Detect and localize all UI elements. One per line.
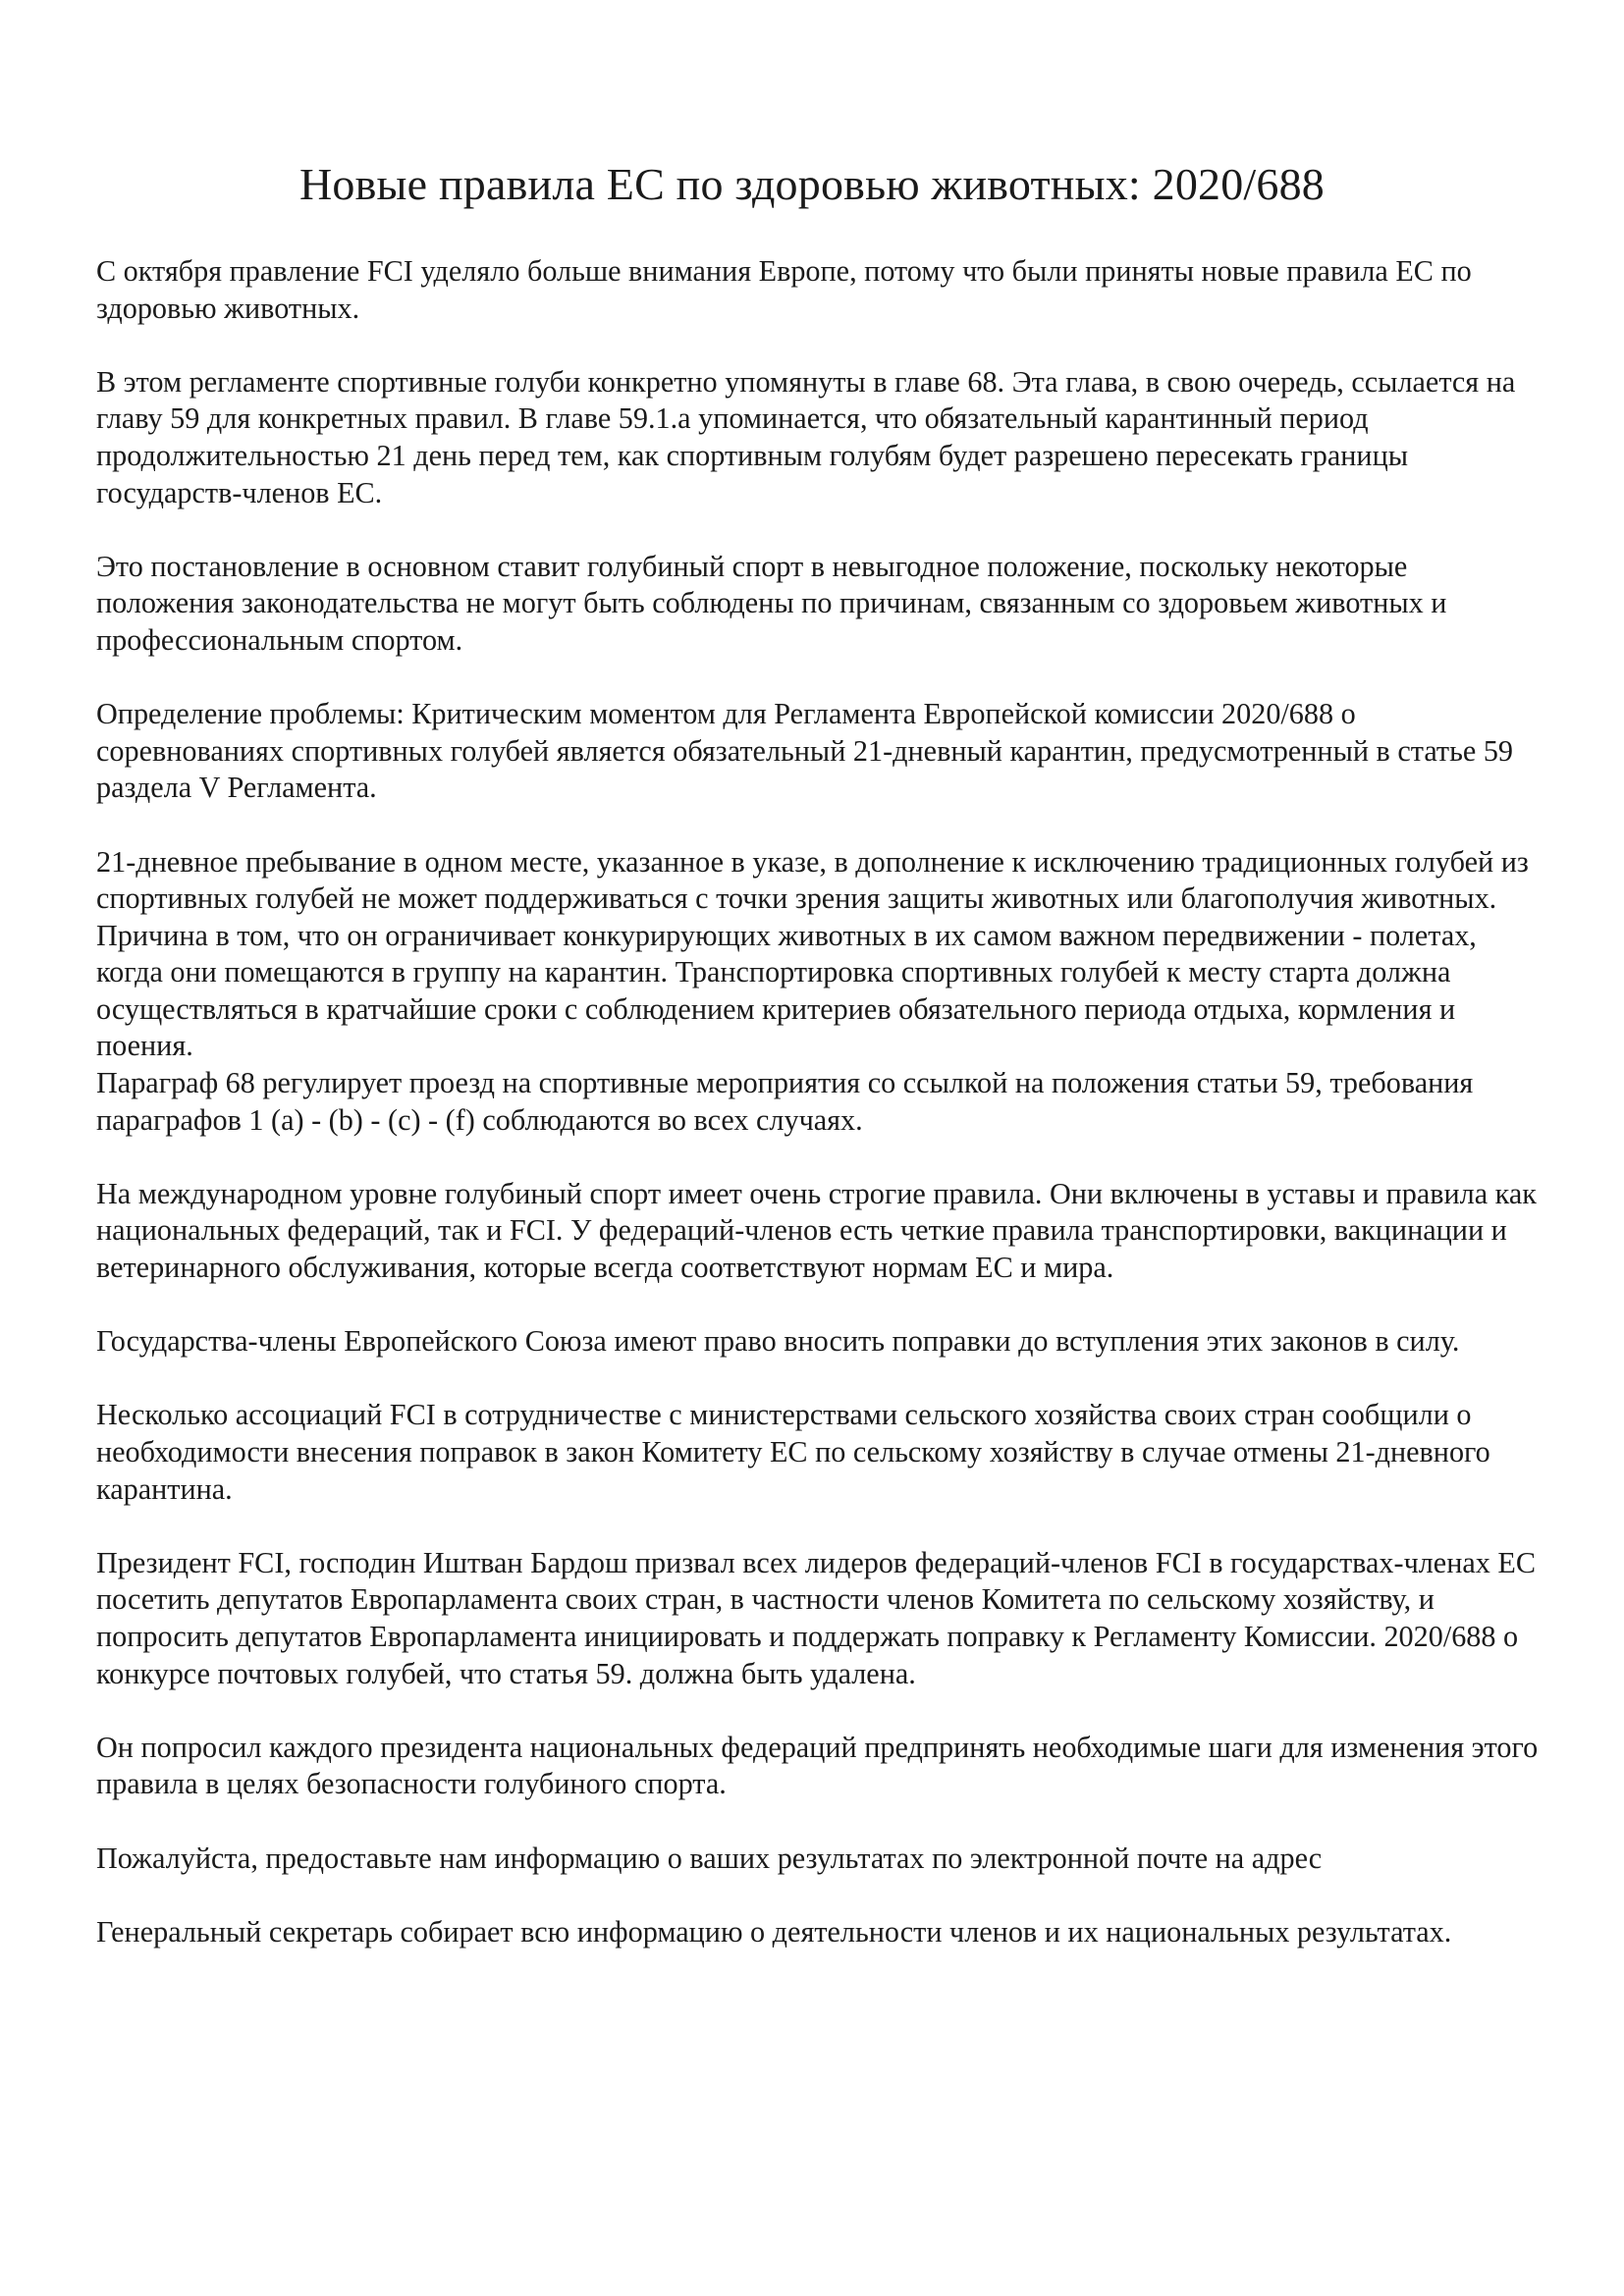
paragraph-13: Генеральный секретарь собирает всю информацию о деятельности членов и их национальных результатах. — [96, 1914, 1452, 1949]
paragraph-3: Это постановление в основном ставит голубиный спорт в невыгодное положение, поскольку некоторые положения законодательства не могут быть соблюдены по причинам, связанным со здоровьем животных и профессиональным спортом. — [96, 549, 1447, 657]
paragraph-8: Государства-члены Европейского Союза имеют право вносить поправки до вступления этих законов в силу. — [96, 1324, 1460, 1359]
document-body — [96, 253, 1549, 1988]
paragraph-12: Пожалуйста, предоставьте нам информацию о ваших результатах по электронной почте на адрес — [96, 1841, 1323, 1875]
paragraph-4: Определение проблемы: Критическим моментом для Регламента Европейской комиссии 2020/688 о соревнованиях спортивных голубей является обязательный 21-дневный карантин, предусмотренный в статье 59 раздела V Регламента. — [96, 697, 1514, 805]
paragraph-5: 21-дневное пребывание в одном месте, указанное в указе, в дополнение к исключению традиционных голубей из спортивных голубей не может поддерживаться с точки зрения защиты животных или благополучия животных. Причина в том, что он ограничивает конкурирующих животных в их самом важном передвижении - полетах, когда они помещаются в группу на карантин. Транспортировка спортивных голубей к месту старта должна осуществляться в кратчайшие сроки с соблюдением критериев обязательного периода отдыха, кормления и поения. — [96, 844, 1529, 1063]
page-title: Новые правила ЕС по здоровью животных: 2020/688 — [299, 159, 1325, 209]
paragraph-11: Он попросил каждого президента национальных федераций предпринять необходимые шаги для изменения этого правила в целях безопасности голубиного спорта. — [96, 1730, 1539, 1801]
paragraph-9: Несколько ассоциаций FCI в сотрудничестве с министерствами сельского хозяйства своих стран сообщили о необходимости внесения поправок в закон Комитету ЕС по сельскому хозяйству в случае отмены 21-дневного карантина. — [96, 1398, 1490, 1506]
paragraph-1: С октября правление FCI уделяло больше внимания Европе, потому что были приняты новые правила ЕС по здоровью животных. — [96, 254, 1472, 325]
paragraph-2: В этом регламенте спортивные голуби конкретно упомянуты в главе 68. Эта глава, в свою очередь, ссылается на главу 59 для конкретных правил. В главе 59.1.a упоминается, что обязательный карантинный период продолжительностью 21 день перед тем, как спортивным голубям будет разрешено пересекать границы государств-членов ЕС. — [96, 364, 1516, 509]
paragraph-7: На международном уровне голубиный спорт имеет очень строгие правила. Они включены в уставы и правила как национальных федераций, так и FCI. У федераций-членов есть четкие правила транспортировки, вакцинации и ветеринарного обслуживания, которые всегда соответствуют нормам ЕС и мира. — [96, 1176, 1537, 1285]
paragraph-6: Параграф 68 регулирует проезд на спортивные мероприятия со ссылкой на положения статьи 59, требования параграфов 1 (a) - (b) - (c) - (f) соблюдаются во всех случаях. — [96, 1066, 1474, 1137]
paragraph-10: Президент FCI, господин Иштван Бардош призвал всех лидеров федераций-членов FCI в государствах-членах ЕС посетить депутатов Европарламента своих стран, в частности членов Комитета по сельскому хозяйству, и попросить депутатов Европарламента инициировать и поддержать поправку к Регламенту Комиссии. 2020/688 о конкурсе почтовых голубей, что статья 59. должна быть удалена. — [96, 1545, 1536, 1690]
